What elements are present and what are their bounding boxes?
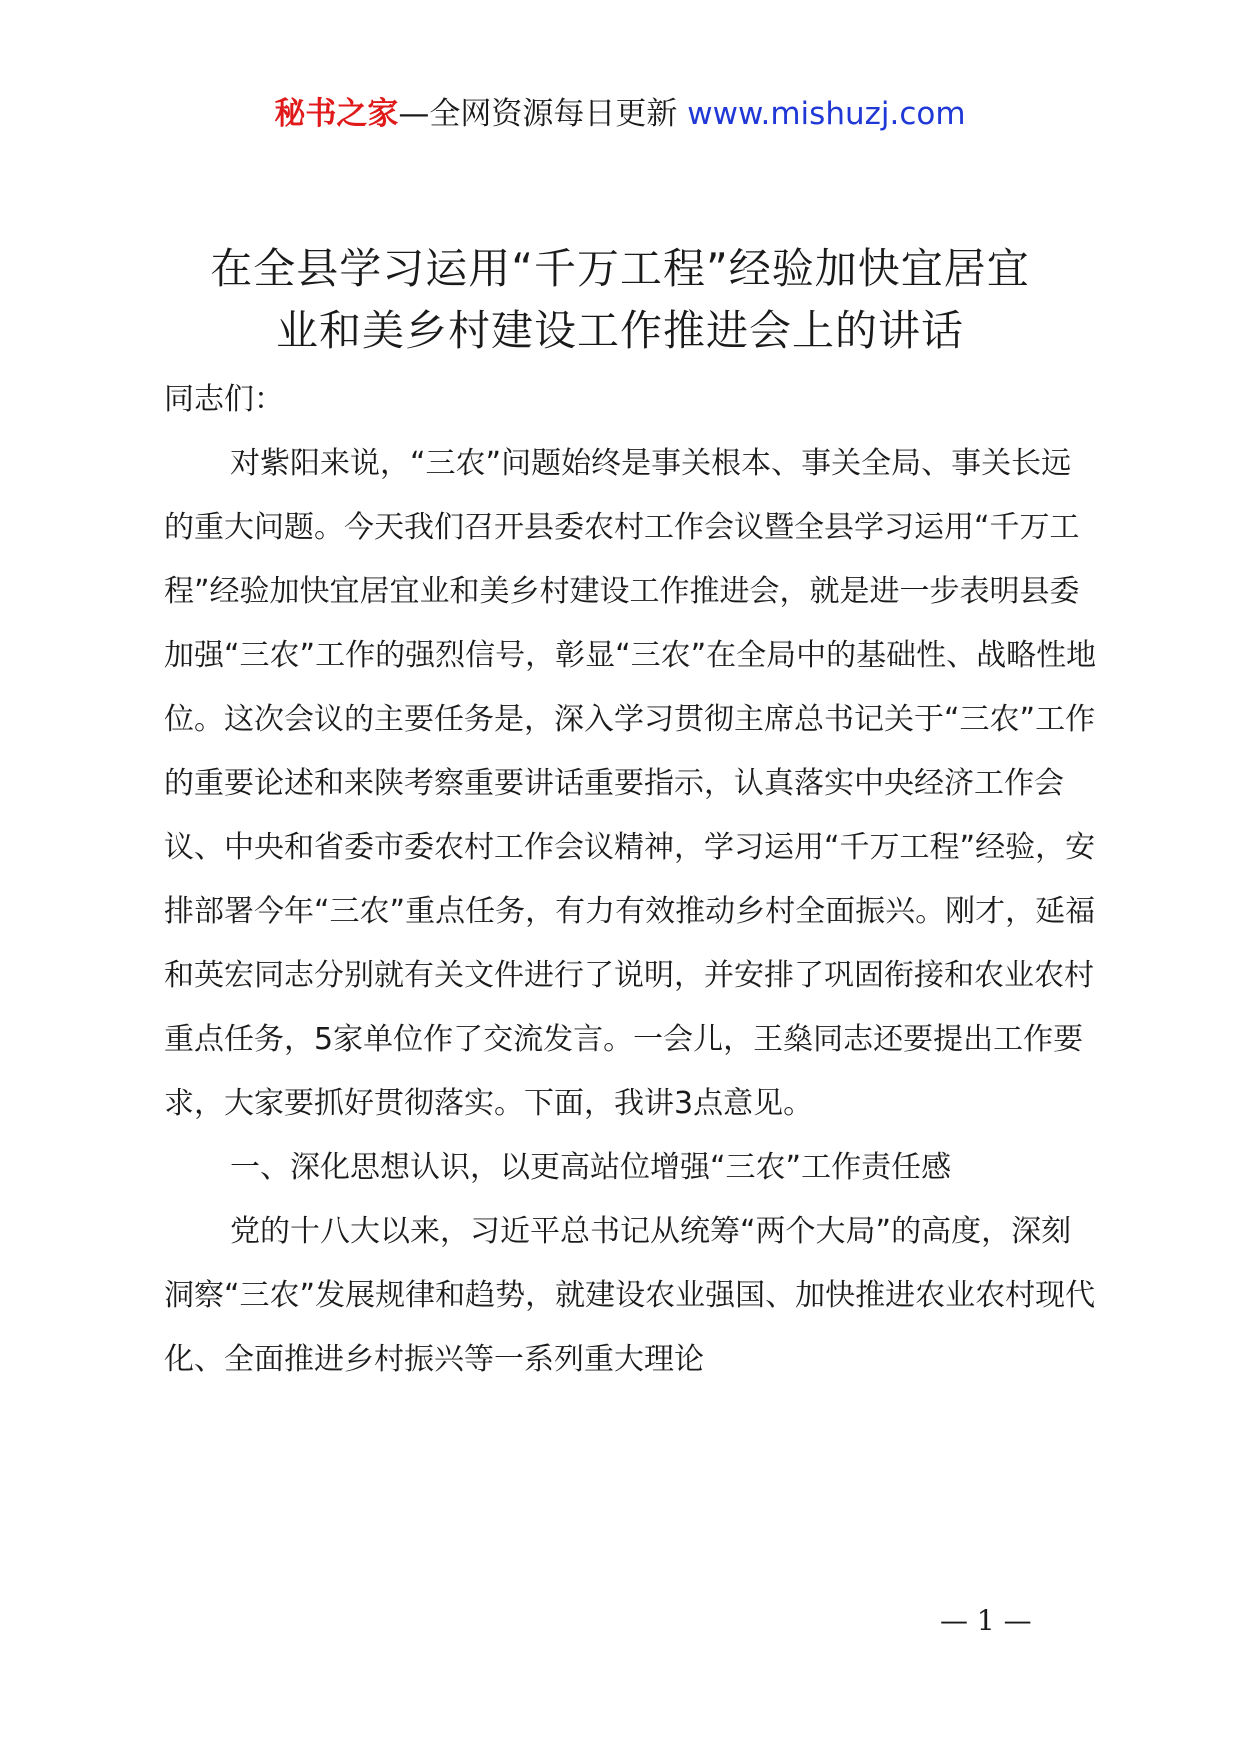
paragraph-1: 对紫阳来说，“三农”问题始终是事关根本、事关全局、事关长远的重大问题。今天我们召开县委农村工作会议暨全县学习运用“千万工程”经验加快宜居宜业和美乡村建设工作推进会，就是进一步表明县委加强“三农”工作的强烈信号，彰显“三农”在全局中的基础性、战略性地位。这次会议的主要任务是，深入学习贯彻主席总书记关于“三农”工作的重要论述和来陕考察重要讲话重要指示，认真落实中央经济工作会议、中央和省委市委农村工作会议精神，学习运用“千万工程”经验，安排部署今年“三农”重点任务，有力有效推动乡村全面振兴。刚才，延福和英宏同志分别就有关文件进行了说明，并安排了巩固衔接和农业农村重点任务，5家单位作了交流发言。一会儿，王燊同志还要提出工作要求，大家要抓好贯彻落实。下面，我讲3点意见。 — [164, 446, 1097, 1121]
page-number: — 1 — — [940, 1604, 1032, 1637]
header-slogan: —全网资源每日更新 — [398, 96, 678, 132]
site-header — [0, 94, 1240, 134]
title-line-1: 在全县学习运用“千万工程”经验加快宜居宜 — [210, 244, 1030, 293]
paragraph-2: 党的十八大以来，习近平总书记从统筹“两个大局”的高度，深刻洞察“三农”发展规律和趋势，就建设农业强国、加快推进农业农村现代化、全面推进乡村振兴等一系列重大理论 — [164, 1214, 1096, 1377]
document-body — [164, 368, 1100, 1392]
document-title — [120, 238, 1120, 362]
salutation: 同志们： — [164, 382, 284, 417]
site-url-link[interactable]: www.mishuzj.com — [687, 96, 966, 132]
title-line-2: 业和美乡村建设工作推进会上的讲话 — [275, 306, 964, 355]
section-heading-1: 一、深化思想认识，以更高站位增强“三农”工作责任感 — [230, 1150, 952, 1185]
brand-name: 秘书之家 — [274, 96, 399, 132]
